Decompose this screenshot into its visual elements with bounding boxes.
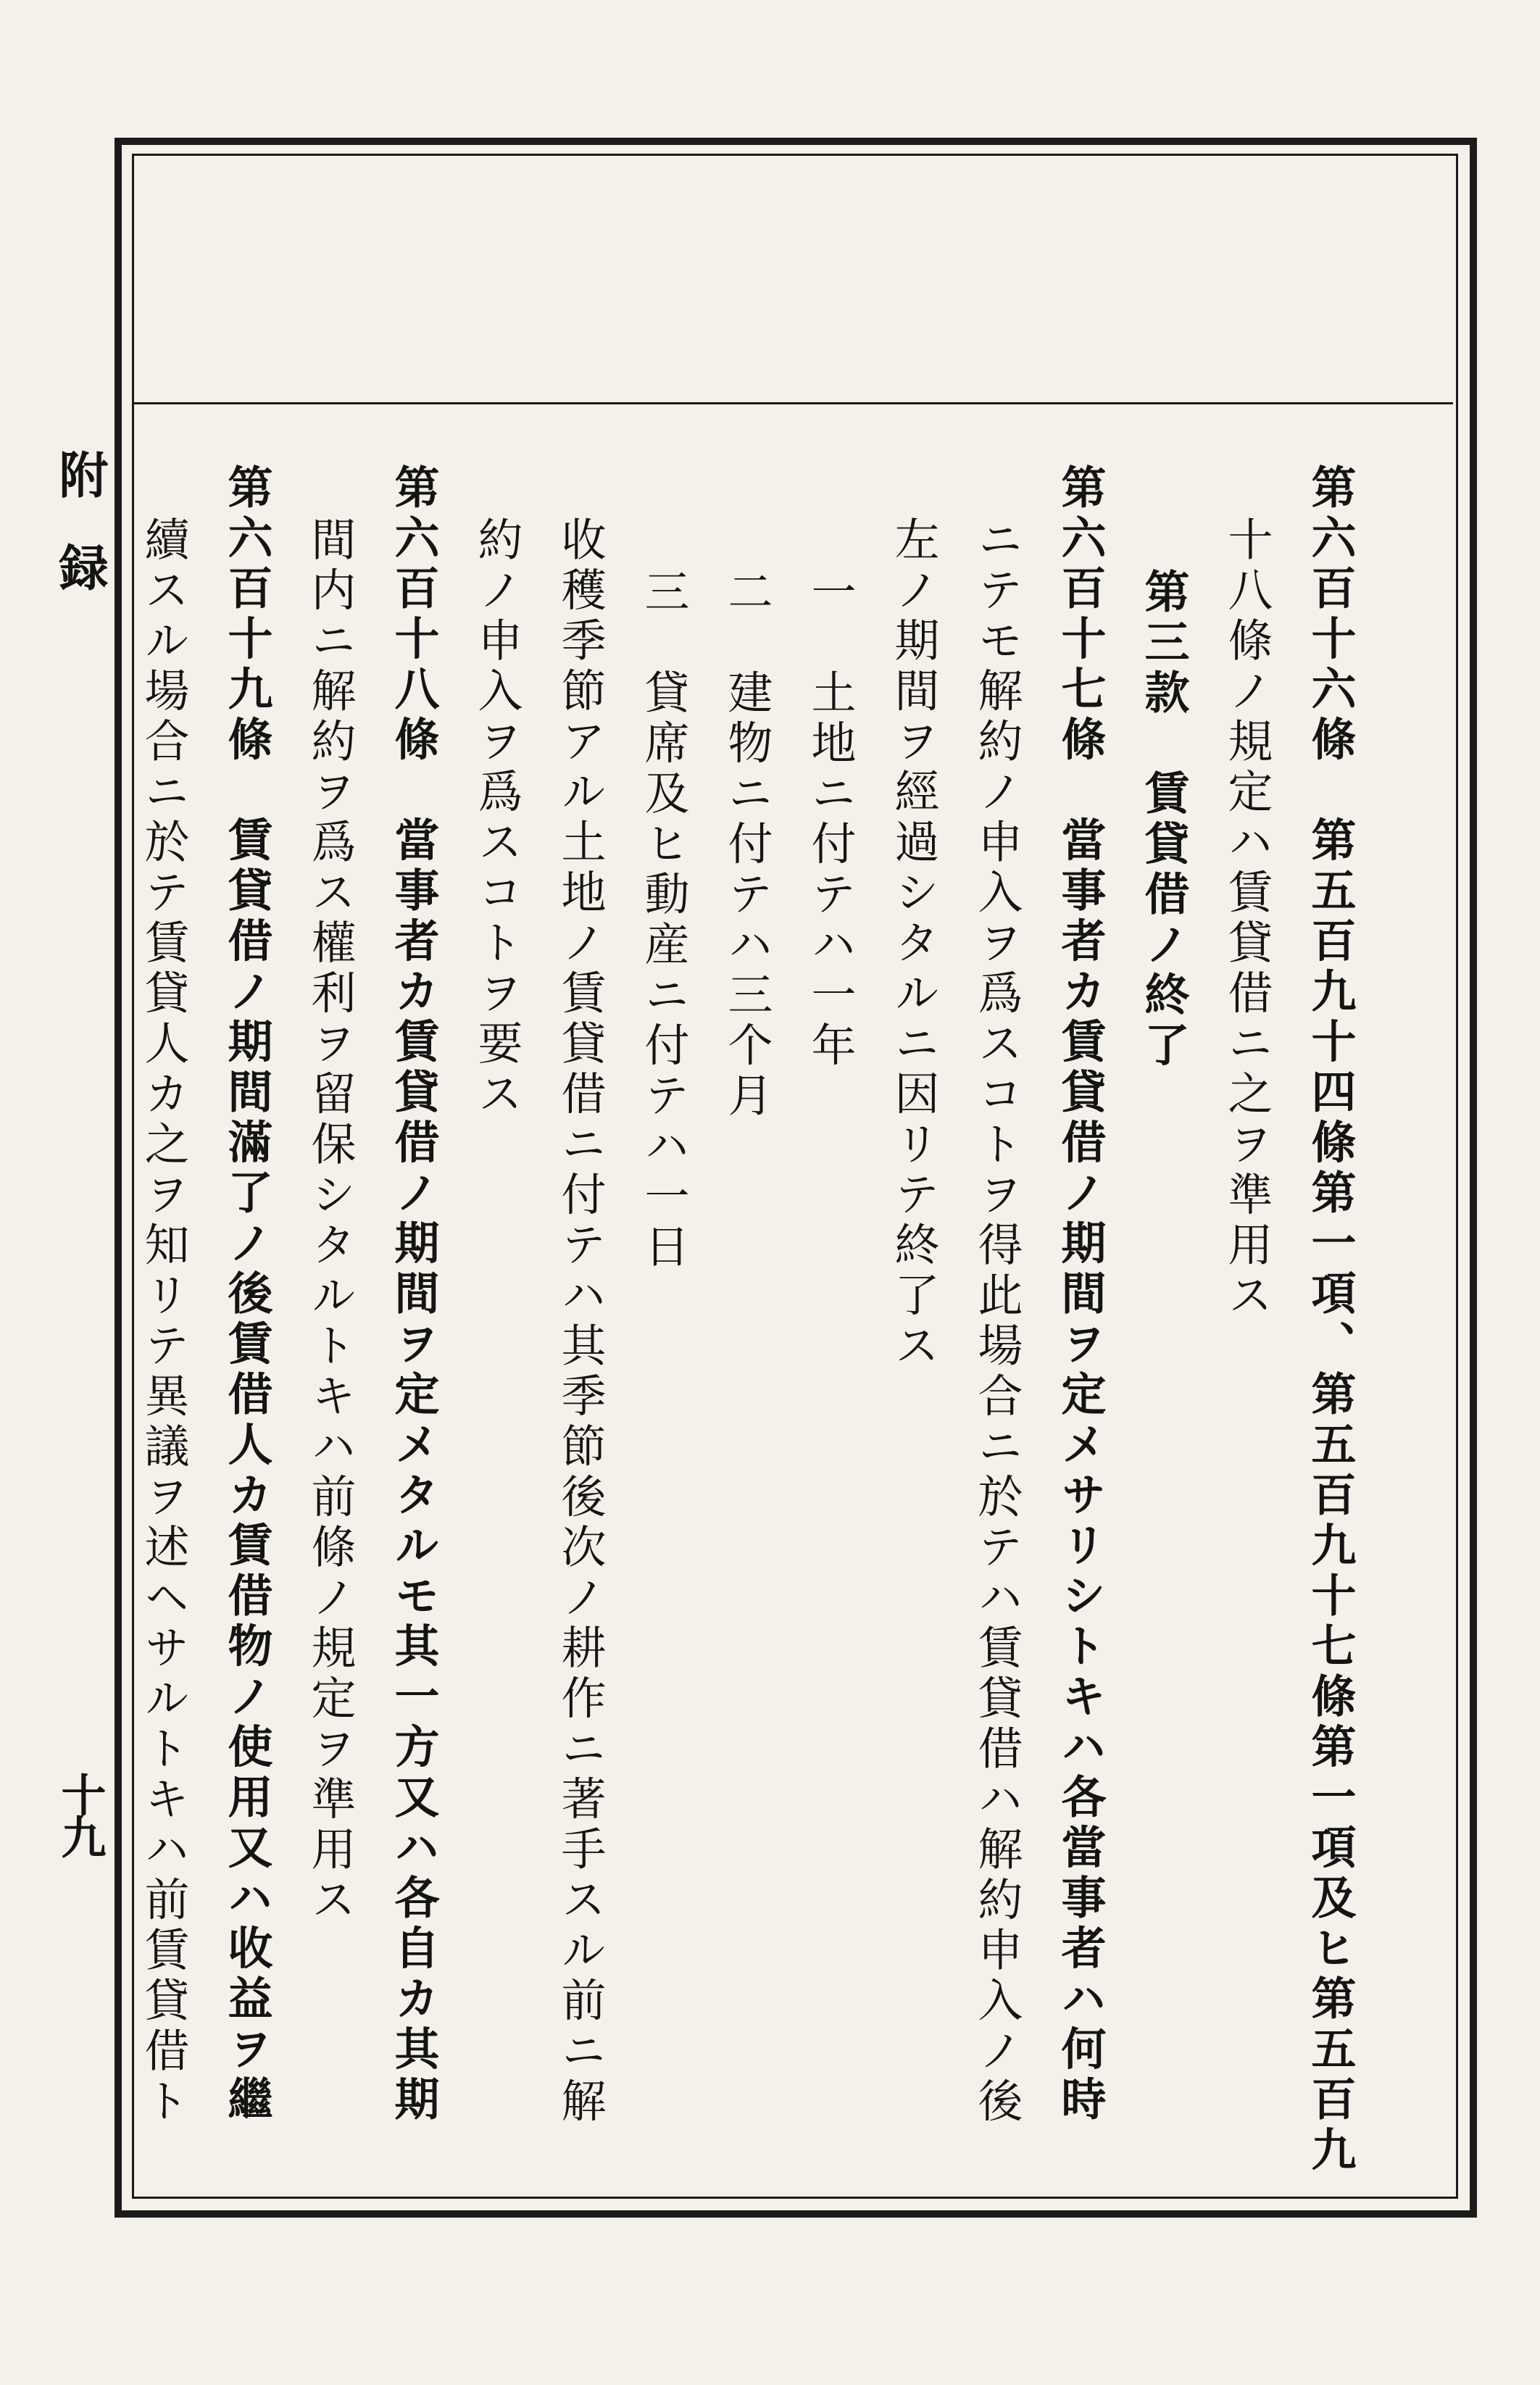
article-617-paragraph-2-end: 約ノ申入ヲ爲スコトヲ要ス bbox=[470, 516, 523, 1120]
article-616: 第六百十六條 第五百九十四條第一項、第五百九十七條第一項及ヒ第五百九 bbox=[1304, 464, 1357, 2176]
list-item-1: 一 土地ニ付テハ一年 bbox=[804, 568, 857, 1072]
section-label: 附録 bbox=[51, 449, 109, 635]
subsection-heading: 第三款 賃貸借ノ終了 bbox=[1137, 568, 1190, 1072]
article-618-continued: 間内ニ解約ヲ爲ス權利ヲ留保シタルトキハ前條ノ規定ヲ準用ス bbox=[304, 516, 357, 1926]
article-616-continued: 十八條ノ規定ハ賃貸借ニ之ヲ準用ス bbox=[1220, 516, 1273, 1322]
header-rule bbox=[134, 402, 1453, 404]
list-item-3: 三 貸席及ヒ動産ニ付テハ一日 bbox=[637, 568, 690, 1273]
article-619-continued: 續スル場合ニ於テ賃貸人カ之ヲ知リテ異議ヲ述ヘサルトキハ前賃貸借ト bbox=[137, 516, 190, 2128]
article-619: 第六百十九條 賃貸借ノ期間滿了ノ後賃借人カ賃借物ノ使用又ハ收益ヲ繼 bbox=[220, 464, 273, 2126]
page-number: 十九 bbox=[54, 1772, 107, 1856]
article-617-line-2: ニテモ解約ノ申入ヲ爲スコトヲ得此場合ニ於テハ賃貸借ハ解約申入ノ後 bbox=[970, 516, 1023, 2128]
article-618: 第六百十八條 當事者カ賃貸借ノ期間ヲ定メタルモ其一方又ハ各自カ其期 bbox=[387, 464, 440, 2126]
list-item-2: 二 建物ニ付テハ三个月 bbox=[720, 568, 773, 1123]
article-617: 第六百十七條 當事者カ賃貸借ノ期間ヲ定メサリシトキハ各當事者ハ何時 bbox=[1054, 464, 1107, 2126]
article-617-paragraph-2: 收穫季節アル土地ノ賃貸借ニ付テハ其季節後次ノ耕作ニ著手スル前ニ解 bbox=[554, 516, 607, 2128]
article-617-line-3: 左ノ期間ヲ經過シタルニ因リテ終了ス bbox=[887, 516, 940, 1373]
